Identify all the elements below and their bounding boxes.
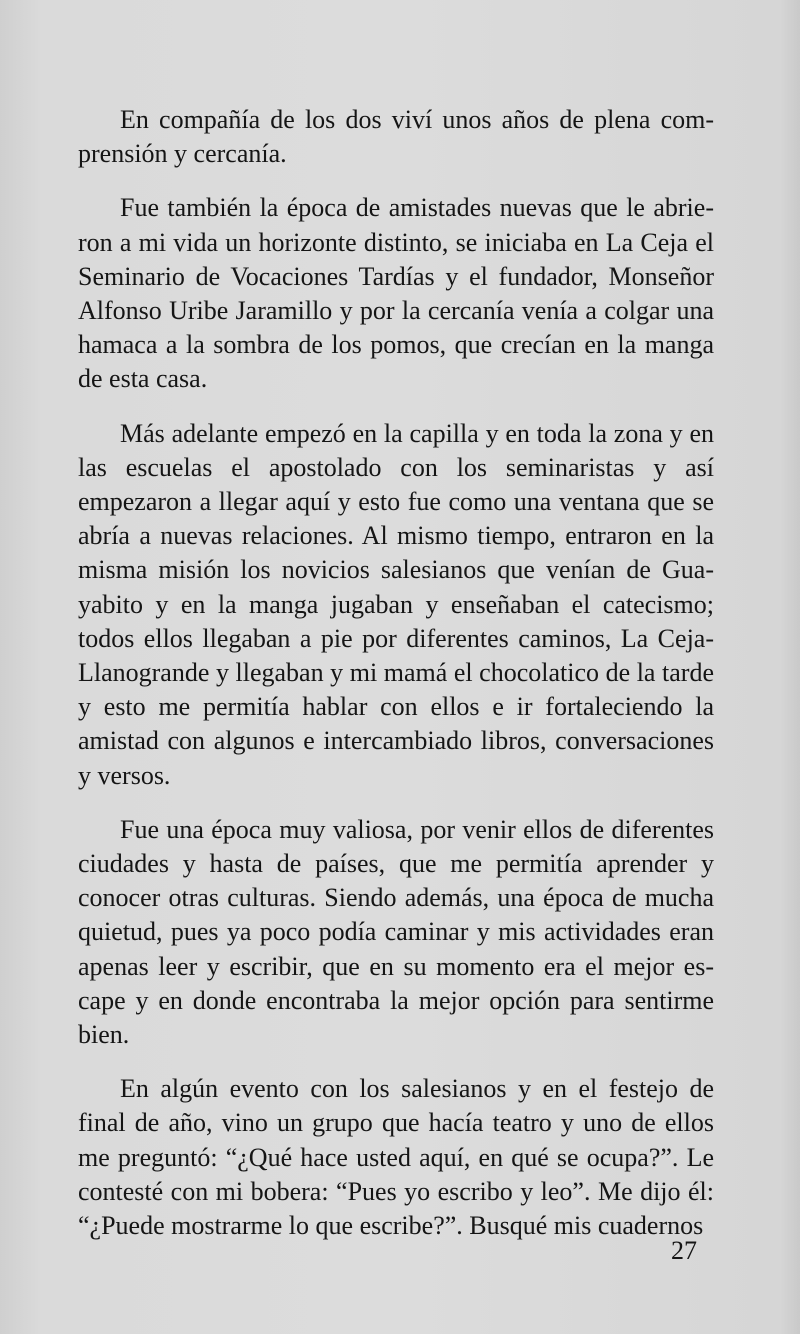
paragraph: En algún evento con los salesianos y en el festejo de final de año, vino un grupo que hacía teatro y uno de ellos me preguntó: “¿Qué hace usted aquí, en qué se ocupa?”. Le contesté con mi bobera: “Pues yo escribo y leo”. Me dijo él: “¿Puede mostrarme lo que escribe?”. Busqué mis cuadernos	[78, 1074, 714, 1241]
body-text	[78, 103, 714, 1263]
paragraph: Fue también la época de amistades nuevas que le abrieron a mi vida un horizonte distinto, se iniciaba en La Ceja el Seminario de Vocaciones Tardías y el fundador, Monseñor Alfonso Uribe Jaramillo y por la cercanía venía a colgar una hamaca a la sombra de los pomos, que crecían en la manga de esta casa.	[78, 193, 714, 394]
paragraph: En compañía de los dos viví unos años de plena comprensión y cercanía.	[78, 105, 714, 169]
paragraph: Más adelante empezó en la capilla y en toda la zona y en las escuelas el apostolado con los seminaristas y así empezaron a llegar aquí y esto fue como una ventana que se abría a nuevas relaciones. Al mismo tiempo, entraron en la misma misión los novicios salesianos que venían de Guayabito y en la manga jugaban y enseñaban el catecismo; todos ellos llegaban a pie por diferentes caminos, La Ceja-Llanogrande y llegaban y mi mamá el chocolatico de la tarde y esto me permitía hablar con ellos e ir fortaleciendo la amistad con algunos e intercambiado libros, conversaciones y versos.	[78, 418, 714, 790]
page-number: 27	[671, 1236, 697, 1265]
paragraph: Fue una época muy valiosa, por venir ellos de diferentes ciudades y hasta de países, que me permitía aprender y conocer otras culturas. Siendo además, una época de mucha quietud, pues ya poco podía caminar y mis actividades eran apenas leer y escribir, que en su momento era el mejor escape y en donde encontraba la mejor opción para sentirme bien.	[78, 814, 714, 1050]
